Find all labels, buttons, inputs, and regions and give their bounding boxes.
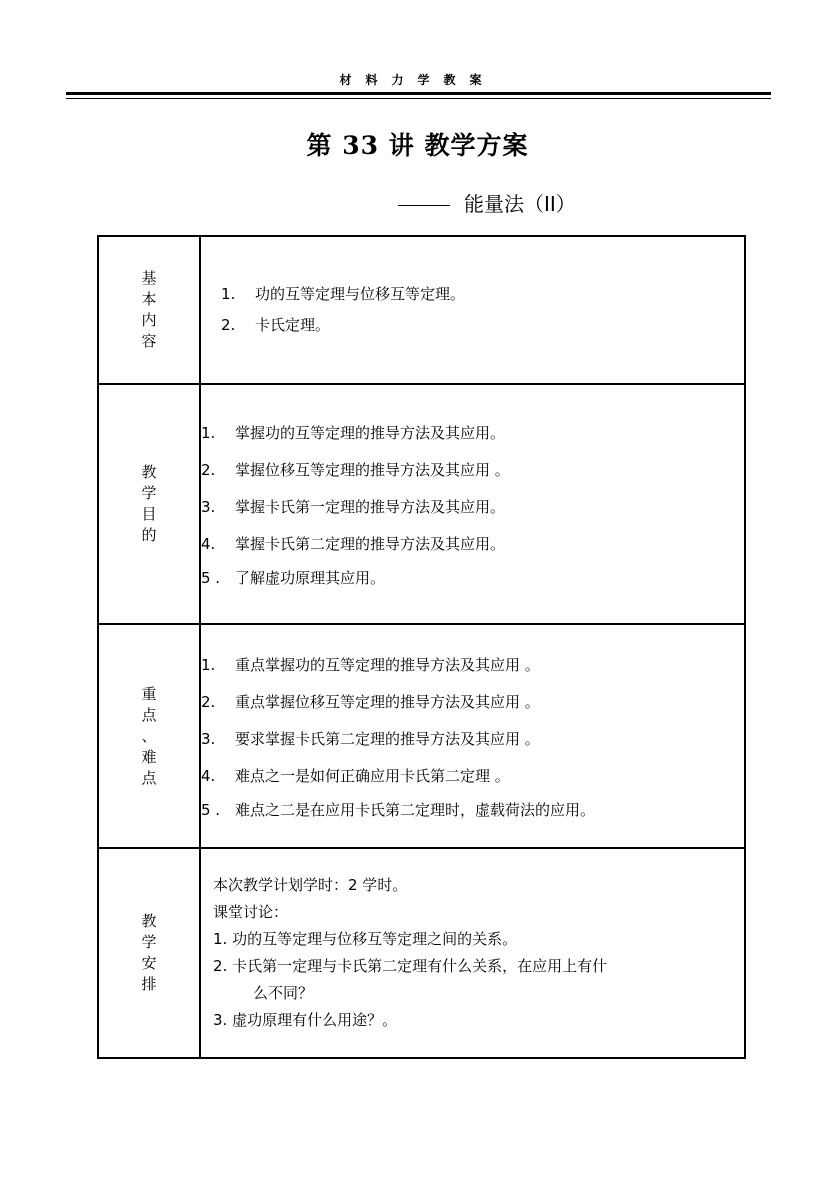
list-item: 2. 卡氏定理。 <box>221 316 331 334</box>
list-item: 3. 要求掌握卡氏第二定理的推导方法及其应用 。 <box>201 730 540 748</box>
text-line: 3. 虚功原理有什么用途？。 <box>213 1011 398 1029</box>
list-item: 2. 重点掌握位移互等定理的推导方法及其应用 。 <box>201 693 540 711</box>
row-content-teaching-goals <box>200 384 745 624</box>
page-subtitle <box>398 188 576 217</box>
text-line: 2. 卡氏第一定理与卡氏第二定理有什么关系，在应用上有什 <box>213 957 608 975</box>
table-row-basic-content <box>98 236 745 384</box>
table-row-teaching-arrangement <box>98 848 745 1058</box>
label-char: 学 <box>141 933 157 951</box>
subtitle-text: 能量法（II） <box>464 192 576 216</box>
row-label-teaching-arrangement <box>98 848 200 1058</box>
text-line: 么不同？ <box>253 984 314 1002</box>
label-char: 目 <box>141 505 157 523</box>
row-content-basic-content <box>200 236 745 384</box>
em-dash-rule <box>398 205 450 206</box>
label-char: 点 <box>141 768 157 787</box>
page-title: 第 33 讲 教学方案 <box>306 131 529 160</box>
row-label-teaching-goals <box>98 384 200 624</box>
table-row-teaching-goals <box>98 384 745 624</box>
list-item: 1. 功的互等定理与位移互等定理。 <box>221 285 466 303</box>
label-char: 点 <box>141 705 157 724</box>
label-char: 的 <box>141 526 157 544</box>
row-content-teaching-arrangement <box>200 848 745 1058</box>
list-item: 5 . 难点之二是在应用卡氏第二定理时，虚载荷法的应用。 <box>201 801 596 819</box>
text-line: 1. 功的互等定理与位移互等定理之间的关系。 <box>213 930 518 948</box>
label-char: 内 <box>141 311 157 329</box>
row-content-key-difficult-points <box>200 624 745 848</box>
label-char: 难 <box>141 747 157 766</box>
row-label-key-difficult-points <box>98 624 200 848</box>
list-item: 4. 难点之一是如何正确应用卡氏第二定理 。 <box>201 767 510 785</box>
list-item: 5 . 了解虚功原理其应用。 <box>201 569 386 587</box>
text-line: 本次教学计划学时：2 学时。 <box>213 876 408 894</box>
label-char: 本 <box>141 290 157 308</box>
list-item: 3. 掌握卡氏第一定理的推导方法及其应用。 <box>201 498 506 516</box>
label-char: 容 <box>141 332 157 350</box>
list-item: 2. 掌握位移互等定理的推导方法及其应用 。 <box>201 461 510 479</box>
row-label-basic-content <box>98 236 200 384</box>
label-char: 教 <box>141 463 157 481</box>
label-char: 学 <box>141 484 157 502</box>
text-line: 课堂讨论： <box>213 903 289 921</box>
lesson-plan-table <box>97 235 746 1059</box>
header-rule-thick <box>66 92 771 95</box>
header-rule-thin <box>66 98 771 99</box>
table-row-key-difficult-points <box>98 624 745 848</box>
list-item: 1. 重点掌握功的互等定理的推导方法及其应用 。 <box>201 656 540 674</box>
label-char: 、 <box>141 726 157 745</box>
label-char: 安 <box>141 954 157 972</box>
list-item: 1. 掌握功的互等定理的推导方法及其应用。 <box>201 424 506 442</box>
label-char: 基 <box>141 269 157 287</box>
label-char: 教 <box>141 912 157 930</box>
running-header: 材料力学教案 <box>339 73 496 87</box>
label-char: 重 <box>141 684 157 703</box>
list-item: 4. 掌握卡氏第二定理的推导方法及其应用。 <box>201 535 506 553</box>
label-char: 排 <box>141 975 157 993</box>
